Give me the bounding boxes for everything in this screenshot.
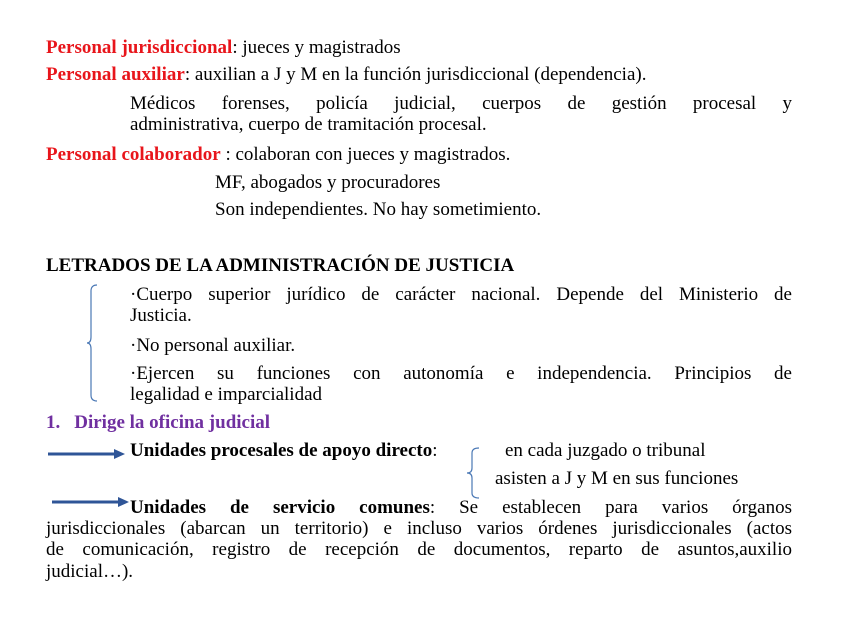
personal-jurisdiccional-line	[46, 37, 401, 59]
colaborador-detail-line-1: MF, abogados y procuradores	[215, 172, 441, 193]
personal-colaborador-text: : colaboran con jueces y magistrados.	[220, 144, 511, 165]
unidades-servicio-line-1	[130, 497, 792, 518]
oficina-title: Dirige la oficina judicial	[74, 412, 271, 433]
unidades-servicio-line-4: judicial…).	[46, 561, 134, 582]
personal-jurisdiccional-label: Personal jurisdiccional	[46, 37, 233, 58]
personal-colaborador-line	[46, 144, 510, 166]
letrados-item-3-line-1: ·Ejercen su funciones con autonomía e independencia. Principios de	[130, 363, 792, 384]
unidades-servicio-line-3: de comunicación, registro de recepción de documentos, reparto de asuntos,auxilio	[46, 539, 792, 560]
oficina-number: 1.	[46, 412, 61, 433]
unidades-servicio-label: Unidades de servicio comunes	[130, 497, 430, 518]
letrados-heading: LETRADOS DE LA ADMINISTRACIÓN DE JUSTICIA	[46, 255, 515, 276]
personal-auxiliar-label: Personal auxiliar	[46, 64, 185, 85]
small-brace-icon	[465, 447, 481, 499]
letrados-item-1-line-2: Justicia.	[130, 305, 192, 326]
unidades-procesales-line	[130, 440, 438, 462]
right-arrow-icon	[46, 447, 126, 461]
letrados-item-2: ·No personal auxiliar.	[130, 335, 296, 356]
auxiliar-detail-line-2: administrativa, cuerpo de tramitación procesal.	[130, 114, 487, 135]
letrados-item-3-line-2: legalidad e imparcialidad	[130, 384, 323, 405]
personal-jurisdiccional-text: : jueces y magistrados	[232, 37, 401, 58]
personal-colaborador-label: Personal colaborador	[46, 144, 221, 165]
procesales-note-2: asisten a J y M en sus funciones	[495, 468, 739, 489]
unidades-procesales-label: Unidades procesales de apoyo directo	[130, 440, 433, 461]
left-brace-icon	[86, 283, 100, 403]
procesales-note-1: en cada juzgado o tribunal	[505, 440, 706, 461]
personal-auxiliar-text: : auxilian a J y M en la función jurisdiccional (dependencia).	[184, 64, 647, 85]
auxiliar-detail-line-1: Médicos forenses, policía judicial, cuerpos de gestión procesal y	[130, 93, 792, 114]
letrados-item-1-line-1: ·Cuerpo superior jurídico de carácter nacional. Depende del Ministerio de	[130, 284, 792, 305]
unidades-procesales-colon: :	[432, 440, 438, 461]
right-arrow-icon	[50, 495, 130, 509]
colaborador-detail-line-2: Son independientes. No hay sometimiento.	[215, 199, 542, 220]
unidades-servicio-text-1: : Se establecen para varios órganos	[429, 497, 792, 518]
personal-auxiliar-line	[46, 64, 646, 86]
unidades-servicio-line-2: jurisdiccionales (abarcan un territorio) e incluso varios órdenes jurisdiccionales (actos	[46, 518, 792, 539]
oficina-heading	[46, 412, 270, 434]
